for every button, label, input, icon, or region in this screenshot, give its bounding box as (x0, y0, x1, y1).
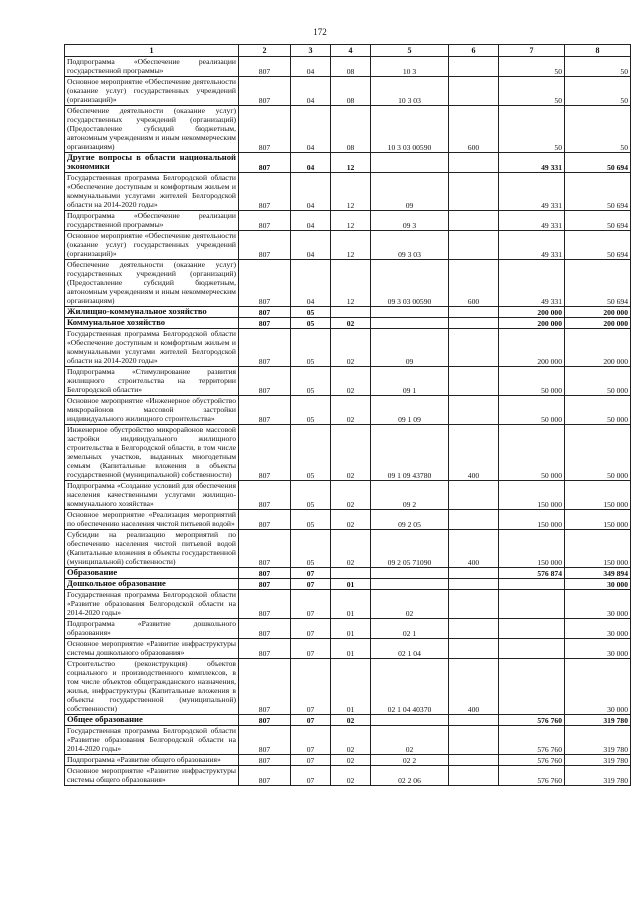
target-article-code: 10 3 03 (371, 77, 449, 106)
expense-type-code (449, 173, 499, 211)
admin-code: 807 (239, 715, 291, 726)
row-name: Субсидии на реализацию мероприятий по обеспечению населения чистой питьевой водой (Капитальные вложения в объекты государственной (муниципальной) собственности) (65, 530, 239, 568)
section-code: 05 (291, 307, 331, 318)
column-header: 4 (331, 45, 371, 57)
expense-type-code (449, 715, 499, 726)
table-row (65, 568, 631, 579)
expense-type-code (449, 726, 499, 755)
admin-code: 807 (239, 530, 291, 568)
subsection-code: 02 (331, 755, 371, 766)
amount-year-2: 30 000 (565, 659, 631, 715)
amount-year-2: 50 (565, 57, 631, 77)
row-name: Дошкольное образование (65, 579, 239, 590)
amount-year-1: 50 (499, 106, 565, 153)
row-name: Подпрограмма «Развитие общего образования» (65, 755, 239, 766)
target-article-code: 10 3 03 00590 (371, 106, 449, 153)
subsection-code: 01 (331, 619, 371, 639)
target-article-code (371, 307, 449, 318)
row-name: Основное мероприятие «Инженерное обустройство микрорайонов массовой застройки индивидуального жилищного строительства» (65, 396, 239, 425)
column-header: 7 (499, 45, 565, 57)
amount-year-2: 200 000 (565, 307, 631, 318)
table-row (65, 318, 631, 329)
section-code: 07 (291, 726, 331, 755)
amount-year-2: 150 000 (565, 481, 631, 510)
target-article-code: 02 1 04 (371, 639, 449, 659)
subsection-code: 02 (331, 530, 371, 568)
amount-year-1: 576 760 (499, 715, 565, 726)
target-article-code: 09 2 05 71090 (371, 530, 449, 568)
amount-year-1 (499, 590, 565, 619)
subsection-code: 12 (331, 153, 371, 173)
expense-type-code (449, 211, 499, 231)
row-name: Государственная программа Белгородской области «Развитие образования Белгородской области на 2014-2020 годы» (65, 590, 239, 619)
subsection-code: 08 (331, 57, 371, 77)
amount-year-1: 49 331 (499, 153, 565, 173)
table-row (65, 619, 631, 639)
amount-year-1: 49 331 (499, 260, 565, 307)
expense-type-code: 600 (449, 106, 499, 153)
target-article-code: 09 1 09 43780 (371, 425, 449, 481)
subsection-code: 02 (331, 329, 371, 367)
expense-type-code: 400 (449, 425, 499, 481)
amount-year-2: 50 694 (565, 211, 631, 231)
subsection-code: 01 (331, 579, 371, 590)
section-code: 04 (291, 231, 331, 260)
row-name: Подпрограмма «Развитие дошкольного образования» (65, 619, 239, 639)
table-row (65, 106, 631, 153)
row-name: Государственная программа Белгородской области «Обеспечение доступным и комфортным жильем и коммунальными услугами жителей Белгородской области на 2014-2020 годы» (65, 173, 239, 211)
amount-year-1: 150 000 (499, 510, 565, 530)
row-name: Строительство (реконструкция) объектов социального и производственного комплексов, в том числе объектов общегражданского назначения, жилья, инфраструктуры (Капитальные вложения в объекты государственной (муниципальной) собственности) (65, 659, 239, 715)
amount-year-2: 319 780 (565, 766, 631, 786)
row-name: Подпрограмма «Обеспечение реализации государственной программы» (65, 211, 239, 231)
table-row (65, 396, 631, 425)
amount-year-1: 50 000 (499, 367, 565, 396)
section-code: 07 (291, 639, 331, 659)
amount-year-2: 50 (565, 106, 631, 153)
amount-year-2: 50 000 (565, 367, 631, 396)
expense-type-code (449, 396, 499, 425)
section-code: 05 (291, 367, 331, 396)
amount-year-1: 49 331 (499, 173, 565, 211)
amount-year-2: 30 000 (565, 619, 631, 639)
admin-code: 807 (239, 425, 291, 481)
section-code: 07 (291, 579, 331, 590)
table-row (65, 726, 631, 755)
amount-year-2: 50 694 (565, 173, 631, 211)
target-article-code: 09 3 03 (371, 231, 449, 260)
admin-code: 807 (239, 318, 291, 329)
row-name: Обеспечение деятельности (оказание услуг) государственных учреждений (организаций) (Предоставление субсидий бюджетным, автономным учреждениям и иным некоммерческим организациям) (65, 106, 239, 153)
amount-year-2: 30 000 (565, 639, 631, 659)
expense-type-code (449, 639, 499, 659)
table-row (65, 530, 631, 568)
admin-code: 807 (239, 231, 291, 260)
admin-code: 807 (239, 260, 291, 307)
amount-year-1: 150 000 (499, 530, 565, 568)
amount-year-2: 150 000 (565, 530, 631, 568)
target-article-code: 02 (371, 726, 449, 755)
expense-type-code (449, 329, 499, 367)
admin-code: 807 (239, 367, 291, 396)
amount-year-2: 50 000 (565, 396, 631, 425)
table-row (65, 153, 631, 173)
amount-year-2: 319 780 (565, 726, 631, 755)
table-row (65, 579, 631, 590)
target-article-code: 09 (371, 329, 449, 367)
admin-code: 807 (239, 481, 291, 510)
table-header-row (65, 45, 631, 57)
expense-type-code (449, 57, 499, 77)
subsection-code: 02 (331, 726, 371, 755)
subsection-code: 12 (331, 211, 371, 231)
table-row (65, 367, 631, 396)
admin-code: 807 (239, 568, 291, 579)
column-header: 8 (565, 45, 631, 57)
table-row (65, 590, 631, 619)
table-row (65, 57, 631, 77)
subsection-code: 12 (331, 231, 371, 260)
section-code: 07 (291, 590, 331, 619)
subsection-code: 02 (331, 396, 371, 425)
section-code: 07 (291, 755, 331, 766)
admin-code: 807 (239, 659, 291, 715)
column-header: 3 (291, 45, 331, 57)
section-code: 05 (291, 318, 331, 329)
table-row (65, 329, 631, 367)
amount-year-2: 319 780 (565, 715, 631, 726)
expense-type-code: 400 (449, 659, 499, 715)
target-article-code (371, 318, 449, 329)
amount-year-2: 50 (565, 77, 631, 106)
table-row (65, 481, 631, 510)
amount-year-1: 576 760 (499, 726, 565, 755)
expense-type-code (449, 510, 499, 530)
expense-type-code (449, 367, 499, 396)
target-article-code: 09 (371, 173, 449, 211)
target-article-code: 09 2 (371, 481, 449, 510)
table-row (65, 659, 631, 715)
subsection-code (331, 568, 371, 579)
budget-table (64, 44, 631, 786)
expense-type-code (449, 307, 499, 318)
amount-year-1: 200 000 (499, 329, 565, 367)
target-article-code: 02 1 04 40370 (371, 659, 449, 715)
row-name: Основное мероприятие «Развитие инфраструктуры системы дошкольного образования» (65, 639, 239, 659)
section-code: 07 (291, 659, 331, 715)
subsection-code (331, 307, 371, 318)
admin-code: 807 (239, 619, 291, 639)
section-code: 05 (291, 510, 331, 530)
target-article-code: 09 1 09 (371, 396, 449, 425)
subsection-code: 08 (331, 106, 371, 153)
section-code: 05 (291, 481, 331, 510)
admin-code: 807 (239, 590, 291, 619)
admin-code: 807 (239, 579, 291, 590)
expense-type-code (449, 755, 499, 766)
expense-type-code (449, 590, 499, 619)
expense-type-code (449, 77, 499, 106)
row-name: Обеспечение деятельности (оказание услуг) государственных учреждений (организаций) (Предоставление субсидий бюджетным, автономным учреждениям и иным некоммерческим организациям) (65, 260, 239, 307)
admin-code: 807 (239, 57, 291, 77)
table-row (65, 639, 631, 659)
admin-code: 807 (239, 766, 291, 786)
admin-code: 807 (239, 173, 291, 211)
admin-code: 807 (239, 510, 291, 530)
admin-code: 807 (239, 639, 291, 659)
section-code: 07 (291, 619, 331, 639)
amount-year-2: 30 000 (565, 579, 631, 590)
section-code: 05 (291, 425, 331, 481)
table-row (65, 211, 631, 231)
subsection-code: 02 (331, 766, 371, 786)
expense-type-code: 600 (449, 260, 499, 307)
section-code: 05 (291, 530, 331, 568)
row-name: Подпрограмма «Стимулирование развития жилищного строительства на территории Белгородской области» (65, 367, 239, 396)
section-code: 05 (291, 396, 331, 425)
target-article-code: 09 1 (371, 367, 449, 396)
expense-type-code (449, 231, 499, 260)
row-name: Жилищно-коммунальное хозяйство (65, 307, 239, 318)
table-row (65, 173, 631, 211)
table-row (65, 766, 631, 786)
admin-code: 807 (239, 329, 291, 367)
row-name: Другие вопросы в области национальной экономики (65, 153, 239, 173)
amount-year-2: 349 894 (565, 568, 631, 579)
expense-type-code (449, 579, 499, 590)
admin-code: 807 (239, 153, 291, 173)
expense-type-code (449, 318, 499, 329)
amount-year-1: 49 331 (499, 231, 565, 260)
admin-code: 807 (239, 396, 291, 425)
expense-type-code (449, 481, 499, 510)
amount-year-1: 50 (499, 77, 565, 106)
amount-year-1 (499, 619, 565, 639)
column-header: 5 (371, 45, 449, 57)
admin-code: 807 (239, 307, 291, 318)
amount-year-1: 50 (499, 57, 565, 77)
amount-year-2: 200 000 (565, 329, 631, 367)
table-row (65, 307, 631, 318)
subsection-code: 12 (331, 260, 371, 307)
section-code: 04 (291, 57, 331, 77)
table-row (65, 715, 631, 726)
amount-year-2: 200 000 (565, 318, 631, 329)
subsection-code: 02 (331, 367, 371, 396)
admin-code: 807 (239, 211, 291, 231)
column-header: 1 (65, 45, 239, 57)
amount-year-1 (499, 639, 565, 659)
target-article-code: 09 3 (371, 211, 449, 231)
amount-year-1: 49 331 (499, 211, 565, 231)
target-article-code: 10 3 (371, 57, 449, 77)
table-row (65, 425, 631, 481)
table-row (65, 755, 631, 766)
row-name: Подпрограмма «Создание условий для обеспечения населения качественными услугами жилищно-коммунального хозяйства» (65, 481, 239, 510)
amount-year-2: 150 000 (565, 510, 631, 530)
section-code: 04 (291, 153, 331, 173)
row-name: Инженерное обустройство микрорайонов массовой застройки индивидуального жилищного строительства в Белгородской области, в том числе земельных участков, выданных многодетным семьям (Капитальные вложения в объекты государственной (муниципальной) собственности) (65, 425, 239, 481)
row-name: Общее образование (65, 715, 239, 726)
amount-year-1 (499, 659, 565, 715)
row-name: Основное мероприятие «Реализация мероприятий по обеспечению населения чистой питьевой водой» (65, 510, 239, 530)
expense-type-code (449, 568, 499, 579)
row-name: Коммунальное хозяйство (65, 318, 239, 329)
section-code: 04 (291, 173, 331, 211)
amount-year-1: 150 000 (499, 481, 565, 510)
column-header: 6 (449, 45, 499, 57)
amount-year-1: 50 000 (499, 396, 565, 425)
section-code: 04 (291, 106, 331, 153)
target-article-code (371, 579, 449, 590)
row-name: Государственная программа Белгородской области «Развитие образования Белгородской области на 2014-2020 годы» (65, 726, 239, 755)
subsection-code: 12 (331, 173, 371, 211)
row-name: Основное мероприятие «Развитие инфраструктуры системы общего образования» (65, 766, 239, 786)
amount-year-1: 200 000 (499, 318, 565, 329)
amount-year-1: 576 760 (499, 755, 565, 766)
target-article-code (371, 715, 449, 726)
amount-year-2: 50 694 (565, 260, 631, 307)
subsection-code: 01 (331, 659, 371, 715)
subsection-code: 02 (331, 318, 371, 329)
target-article-code: 09 3 03 00590 (371, 260, 449, 307)
amount-year-2: 50 694 (565, 231, 631, 260)
admin-code: 807 (239, 726, 291, 755)
subsection-code: 02 (331, 715, 371, 726)
expense-type-code: 400 (449, 530, 499, 568)
table-row (65, 260, 631, 307)
section-code: 07 (291, 715, 331, 726)
target-article-code (371, 153, 449, 173)
table-row (65, 231, 631, 260)
amount-year-1: 50 000 (499, 425, 565, 481)
target-article-code: 02 1 (371, 619, 449, 639)
table-row (65, 510, 631, 530)
amount-year-1 (499, 579, 565, 590)
row-name: Образование (65, 568, 239, 579)
amount-year-1: 576 760 (499, 766, 565, 786)
row-name: Подпрограмма «Обеспечение реализации государственной программы» (65, 57, 239, 77)
table-row (65, 77, 631, 106)
page-number: 172 (313, 27, 327, 37)
expense-type-code (449, 619, 499, 639)
amount-year-2: 50 694 (565, 153, 631, 173)
row-name: Основное мероприятие «Обеспечение деятельности (оказание услуг) государственных учреждений (организаций)» (65, 77, 239, 106)
amount-year-1: 200 000 (499, 307, 565, 318)
amount-year-2: 319 780 (565, 755, 631, 766)
amount-year-2: 50 000 (565, 425, 631, 481)
section-code: 04 (291, 211, 331, 231)
target-article-code: 02 2 06 (371, 766, 449, 786)
expense-type-code (449, 153, 499, 173)
column-header: 2 (239, 45, 291, 57)
subsection-code: 01 (331, 639, 371, 659)
section-code: 04 (291, 77, 331, 106)
admin-code: 807 (239, 77, 291, 106)
row-name: Основное мероприятие «Обеспечение деятельности (оказание услуг) государственных учреждений (организаций)» (65, 231, 239, 260)
section-code: 05 (291, 329, 331, 367)
target-article-code: 02 (371, 590, 449, 619)
expense-type-code (449, 766, 499, 786)
section-code: 07 (291, 568, 331, 579)
amount-year-1: 576 874 (499, 568, 565, 579)
subsection-code: 02 (331, 425, 371, 481)
row-name: Государственная программа Белгородской области «Обеспечение доступным и комфортным жильем и коммунальными услугами жителей Белгородской области на 2014-2020 годы» (65, 329, 239, 367)
subsection-code: 08 (331, 77, 371, 106)
target-article-code: 02 2 (371, 755, 449, 766)
target-article-code (371, 568, 449, 579)
admin-code: 807 (239, 106, 291, 153)
target-article-code: 09 2 05 (371, 510, 449, 530)
subsection-code: 02 (331, 510, 371, 530)
subsection-code: 02 (331, 481, 371, 510)
subsection-code: 01 (331, 590, 371, 619)
admin-code: 807 (239, 755, 291, 766)
amount-year-2: 30 000 (565, 590, 631, 619)
section-code: 04 (291, 260, 331, 307)
section-code: 07 (291, 766, 331, 786)
